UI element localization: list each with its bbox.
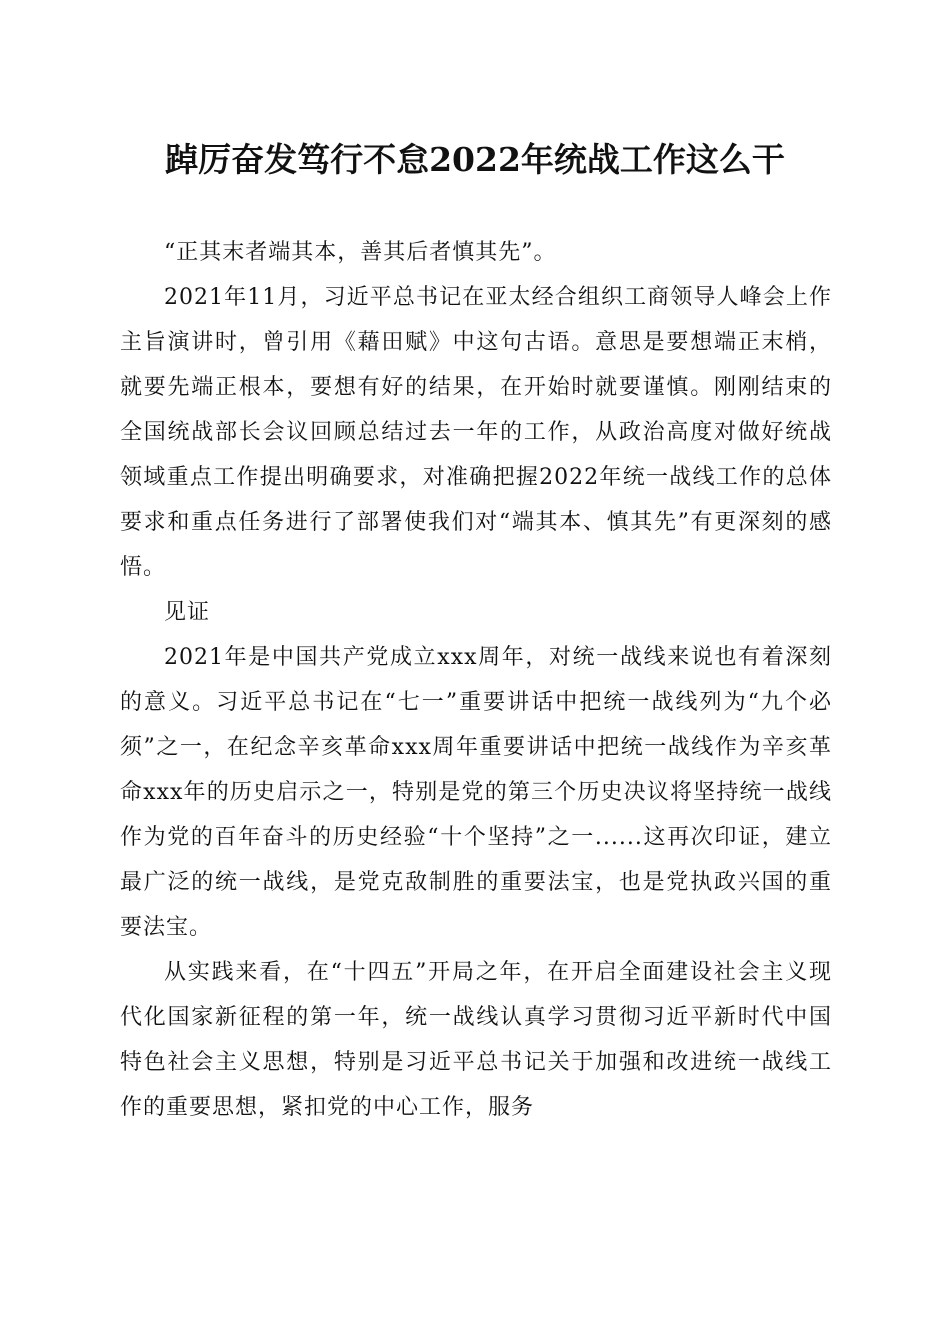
paragraph-history: 2021年是中国共产党成立xxx周年，对统一战线来说也有着深刻的意义。习近平总书记在“七一”重要讲话中把统一战线列为“九个必须”之一，在纪念辛亥革命xxx周年重要讲话中把统一战线作为辛亥革命xxx年的历史启示之一，特别是党的第三个历史决议将坚持统一战线作为党的百年奋斗的历史经验“十个坚持”之一......这再次印证，建立最广泛的统一战线，是党克敌制胜的重要法宝，也是党执政兴国的重要法宝。 (120, 645, 832, 940)
paragraph-quote: “正其末者端其本，善其后者慎其先”。 (164, 240, 557, 265)
paragraph-practice: 从实践来看，在“十四五”开局之年，在开启全面建设社会主义现代化国家新征程的第一年，统一战线认真学习贯彻习近平新时代中国特色社会主义思想，特别是习近平总书记关于加强和改进统一战线工作的重要思想，紧扣党的中心工作，服务 (120, 960, 832, 1120)
section-heading: 见证 (164, 600, 211, 625)
document-body (120, 230, 832, 1130)
paragraph-intro: 2021年11月，习近平总书记在亚太经合组织工商领导人峰会上作主旨演讲时，曾引用《藉田赋》中这句古语。意思是要想端正末梢，就要先端正根本，要想有好的结果，在开始时就要谨慎。刚刚结束的全国统战部长会议回顾总结过去一年的工作，从政治高度对做好统战领域重点工作提出明确要求，对准确把握2022年统一战线工作的总体要求和重点任务进行了部署使我们对“端其本、慎其先”有更深刻的感悟。 (120, 285, 832, 580)
document-title: 踔厉奋发笃行不怠2022年统战工作这么干 (165, 140, 785, 179)
